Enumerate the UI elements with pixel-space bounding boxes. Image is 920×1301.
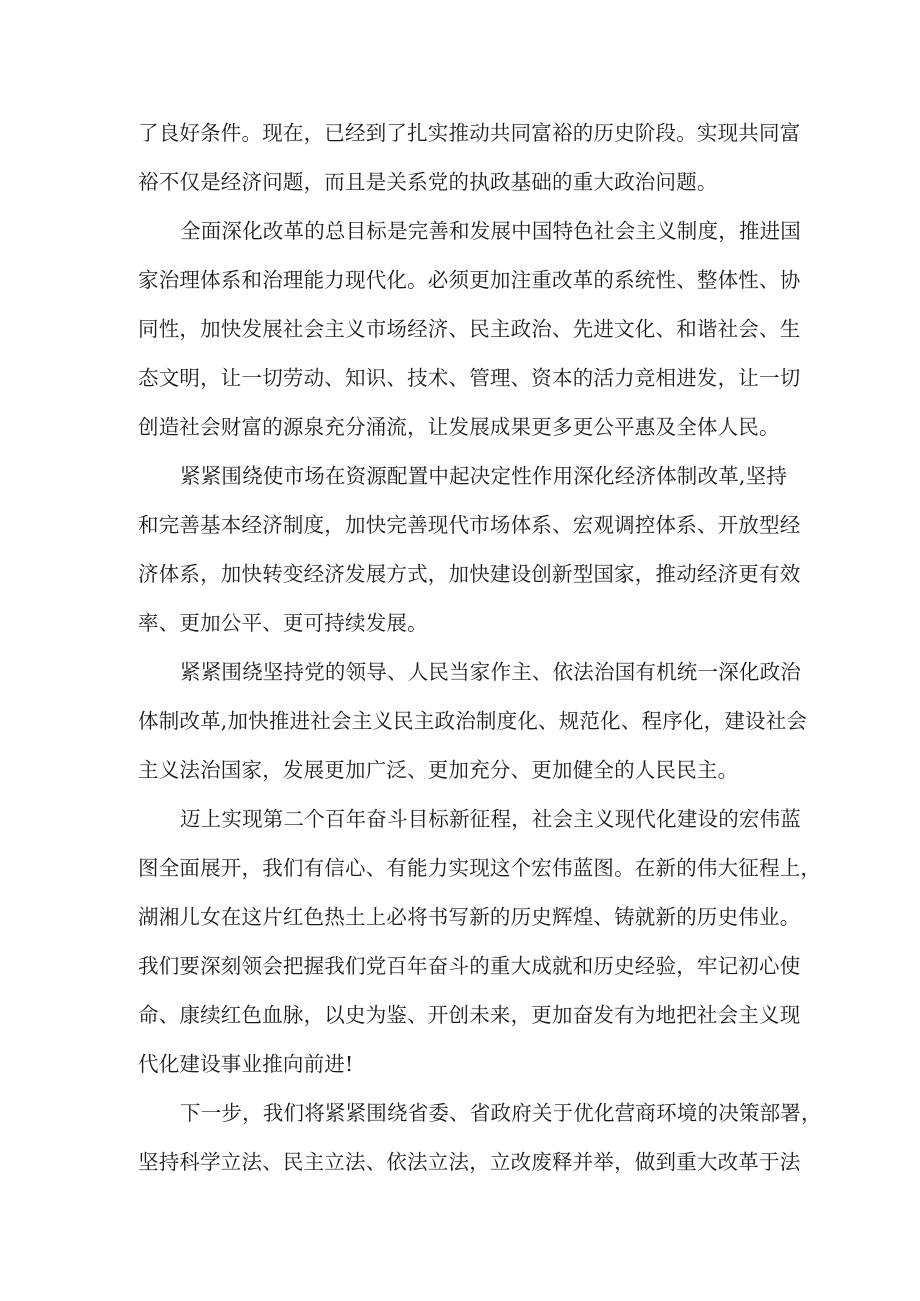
text-line: 迈上实现第二个百年奋斗目标新征程，社会主义现代化建设的宏伟蓝 — [180, 807, 801, 831]
text-line: 下一步，我们将紧紧围绕省委、省政府关于优化营商环境的决策部署， — [180, 1101, 822, 1125]
text-line: 坚持科学立法、民主立法、依法立法，立改废释并举，做到重大改革于法 — [138, 1150, 801, 1174]
text-line: 和完善基本经济制度，加快完善现代市场体系、宏观调控体系、开放型经 — [138, 513, 801, 537]
text-line: 同性，加快发展社会主义市场经济、民主政治、先进文化、和谐社会、生 — [138, 317, 801, 341]
text-line: 家治理体系和治理能力现代化。必须更加注重改革的系统性、整体性、协 — [138, 268, 801, 292]
text-line: 紧紧围绕使市场在资源配置中起决定性作用深化经济体制改革,坚持 — [180, 464, 788, 488]
text-line: 率、更加公平、更可持续发展。 — [138, 611, 428, 635]
text-line: 湖湘儿女在这片红色热土上必将书写新的历史辉煌、铸就新的历史伟业。 — [138, 905, 801, 929]
text-line: 济体系，加快转变经济发展方式，加快建设创新型国家，推动经济更有效 — [138, 562, 801, 586]
text-line: 图全面展开，我们有信心、有能力实现这个宏伟蓝图。在新的伟大征程上， — [138, 856, 822, 880]
text-line: 紧紧围绕坚持党的领导、人民当家作主、依法治国有机统一深化政治 — [180, 660, 801, 684]
text-line: 创造社会财富的源泉充分涌流，让发展成果更多更公平惠及全体人民。 — [138, 415, 780, 439]
text-line: 体制改革,加快推进社会主义民主政治制度化、规范化、程序化，建设社会 — [138, 709, 808, 733]
text-line: 主义法治国家，发展更加广泛、更加充分、更加健全的人民民主。 — [138, 758, 739, 782]
text-line: 命、康续红色血脉，以史为鉴、开创未来，更加奋发有为地把社会主义现 — [138, 1003, 801, 1027]
text-line: 全面深化改革的总目标是完善和发展中国特色社会主义制度，推进国 — [180, 219, 801, 243]
text-line: 裕不仅是经济问题，而且是关系党的执政基础的重大政治问题。 — [138, 170, 718, 194]
text-line: 我们要深刻领会把握我们党百年奋斗的重大成就和历史经验，牢记初心使 — [138, 954, 801, 978]
text-line: 态文明，让一切劳动、知识、技术、管理、资本的活力竞相进发，让一切 — [138, 366, 801, 390]
text-line: 代化建设事业推向前进! — [138, 1052, 354, 1076]
text-line: 了良好条件。现在，已经到了扎实推动共同富裕的历史阶段。实现共同富 — [138, 121, 801, 145]
